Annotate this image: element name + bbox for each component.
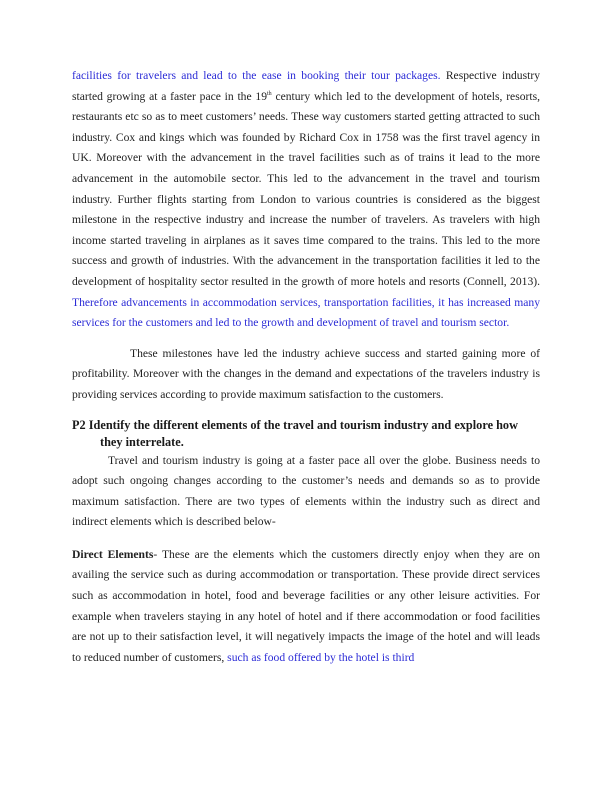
section-heading: P2 Identify the different elements of the travel and tourism industry and explore how they interrelate. — [72, 417, 518, 449]
paragraph-milestones: These milestones have led the industry achieve success and started gaining more of profitability. Moreover with the changes in the demand and expectations of the travelers industry is providing services according to provide maximum satisfaction to the customers. — [72, 346, 540, 401]
highlighted-text: such as food offered by the hotel is third — [224, 650, 415, 664]
superscript: th — [267, 90, 272, 97]
paragraph-elements-intro: Travel and tourism industry is going at a faster pace all over the globe. Business needs to adopt such ongoing changes according to the customer’s needs and demands so as to provide maximum satisfaction. There are two types of elements within the industry such as direct and indirect elements which is described below- — [72, 453, 540, 529]
paragraph-direct-elements — [72, 545, 540, 669]
document-page — [72, 66, 540, 668]
paragraph-history — [72, 66, 540, 334]
body-text: Respective industry started growing at a faster pace in the 19 — [72, 69, 540, 103]
body-text: - These are the elements which the customers directly enjoy when they are on availing the service such as during accommodation or transportation. These provide direct services such as accommodation in hotel, food and beverage facilities or any other leisure activities. For example when travelers staying in any hotel of hotel and if there accommodation or food facilities are not up to their satisfaction level, it will negatively impacts the image of the hotel and will leads to reduced number of customers, — [72, 547, 540, 664]
highlighted-text: Therefore advancements in accommodation services, transportation facilities, it has increased many services for the customers and led to the growth and development of travel and tourism sector. — [72, 295, 540, 330]
term-label: Direct Elements — [72, 547, 154, 561]
body-text: century which led to the development of hotels, resorts, restaurants etc so as to meet customers’ needs. These way customers started getting attracted to such industry. Cox and kings which was founded by Richard Cox in 1758 was the first travel agency in UK. Moreover with the advancement in the travel facilities such as of trains it lead to the more advancement in the automobile sector. This led to the advancement in the travel and tourism industry. Further flights starting from London to various countries is considered as the biggest milestone in the respective industry and increase the number of travelers. As travelers with high income started traveling in airplanes as it saves time compared to the trains. This led to the more success and growth of industries. With the advancement in the transportation facilities it led to the development of hospitality sector resulted in the growth of more hotels and resorts (Connell, 2013). — [72, 89, 540, 288]
highlighted-text: facilities for travelers and lead to the ease in booking their tour packages. — [72, 69, 441, 82]
